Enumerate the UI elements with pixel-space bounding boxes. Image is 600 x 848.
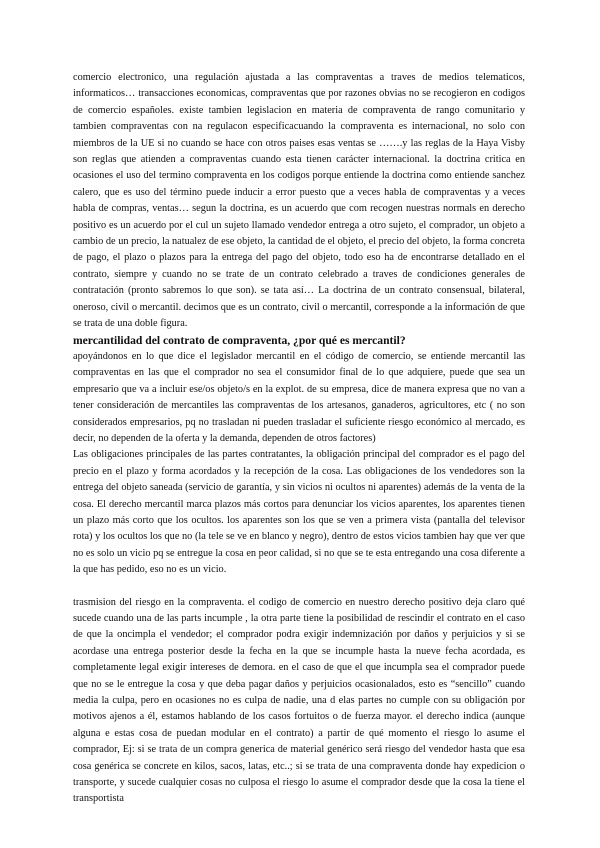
section-heading: mercantilidad del contrato de compraventa, ¿por qué es mercantil?: [73, 333, 406, 347]
intro-paragraph: comercio electronico, una regulación ajustada a las compraventas a traves de medios telematicos, informaticos… transacciones economicas, compraventas que por razones obvias no se recogieron en codigos de comercio españoles. existe tambien legislacion en materia de compraventa de rango comunitario y tambien compraventas con na regulacon especificacuando la compraventa es internacional, no solo con miembros de la UE si no cuando se hace con otros paises esas ventas se …….y las reglas de la Haya Visby son reglas que atienden a compraventas cuando esta tienen carácter internacional. la doctrina critica en ocasiones el uso del termino compraventa en los codigos porque entiende la doctrina como entiende sanchez calero, que es uso del término puede inducir a error puesto que a veces habla de compraventas y a veces habla de compras, ventas… segun la doctrina, es un acuerdo que com recogen nuestras normals en derecho positivo es un acuerdo por el cul un sujeto llamado vendedor entrega a otro sujeto, el comprador, un objeto a cambio de un precio, la natualez de ese objeto, la cantidad de el objeto, el precio del objeto, la forma concreta de pago, el plazo o plazos para la entrega del pago del objeto, todo eso ha de encontrarse detallado en el contrato, siempre y cuando no se trate de un contrato celebrado a traves de condiciones generales de contratación (pronto sabremos lo que son). se tata así… La doctrina de un contrato consensual, bilateral, oneroso, civil o mercantil. decimos que es un contrato, civil o mercantil, corresponde a la información de que se trata de una doble figura.: [73, 72, 525, 330]
section-paragraph-2: Las obligaciones principales de las partes contratantes, la obligación principal del comprador es el pago del precio en el plazo y forma acordados y la recepción de la cosa. Las obligaciones de los vendedores son la entrega del objeto saneada (servicio de garantía, y sin vicios ni ocultos ni aparentes) además de la venta de la cosa. El derecho mercantil marca plazos más cortos para denunciar los vicios aparentes, los aparentes tienen un plazo más corto que los ocultos. los aparentes son los que se ven a primera vista (pantalla del televisor rota) y los ocultos los que no (la tele se ve en blanco y negro), dentro de estos vicios tambien hay que ver que no es solo un vicio pq se entregue la cosa en peor calidad, si no que se te esta entregando una cosa diferente a la que has pedido, eso no es un vicio.: [73, 449, 525, 576]
paragraph-gap: [73, 579, 525, 595]
document-page: [73, 70, 525, 808]
closing-paragraph: trasmision del riesgo en la compraventa. el codigo de comercio en nuestro derecho positivo deja claro qué sucede cuando una de las parts incumple , la otra parte tiene la posibilidad de rescindir el contrato en el caso de que la oncimpla el vendedor; el comprador podra exigir indemnización por daños y perjuicios y si se acordase una entrega posterior desde la fecha en la que se incumple hasta la nueve fecha acordada, es completamente legal exigir intereses de demora. en el caso de que el que incumpla sea el comprador puede que no se le entregue la cosa y que deba pagar daños y perjuicios ocasionalados, esto es “sencillo” cuando media la culpa, pero en ocasiones no es culpa de nadie, una d elas partes no cumple con su obligación por motivos ajenos a él, estamos hablando de los casos fortuitos o de fuerza mayor. el derecho indica (aunque alguna e estas cosa de puedan modular en el contrato) a partir de qué momento el riesgo lo asume el comprador, Ej: si se trata de un compra generica de material genérico será riesgo del vendedor hasta que esa cosa genérica se concrete en kilos, sacos, latas, etc..; si se trata de una compraventa donde hay expedicion o transporte, y sucede cualquier cosas no culposa el riesgo lo asume el comprador desde que la cosa la tiene el transportista: [73, 596, 525, 805]
section-paragraph-1: apoyándonos en lo que dice el legislador mercantil en el código de comercio, se entiende mercantil las compraventas en las que el comprador no sea el consumidor final de lo que adquiere, puede que sea un empresario que va a incluir ese/os objeto/s en la explot. de su empresa, dice de manera expresa que no van a tener consideración de mercantiles las compraventas de los artesanos, ganaderos, agricultores, etc ( no son considerados empresarios, pq no trasladan ni pueden trasladar el suficiente riesgo económico al mercado, es decir, no dependen de la oferta y la demanda, dependen de otros factores): [73, 350, 525, 444]
